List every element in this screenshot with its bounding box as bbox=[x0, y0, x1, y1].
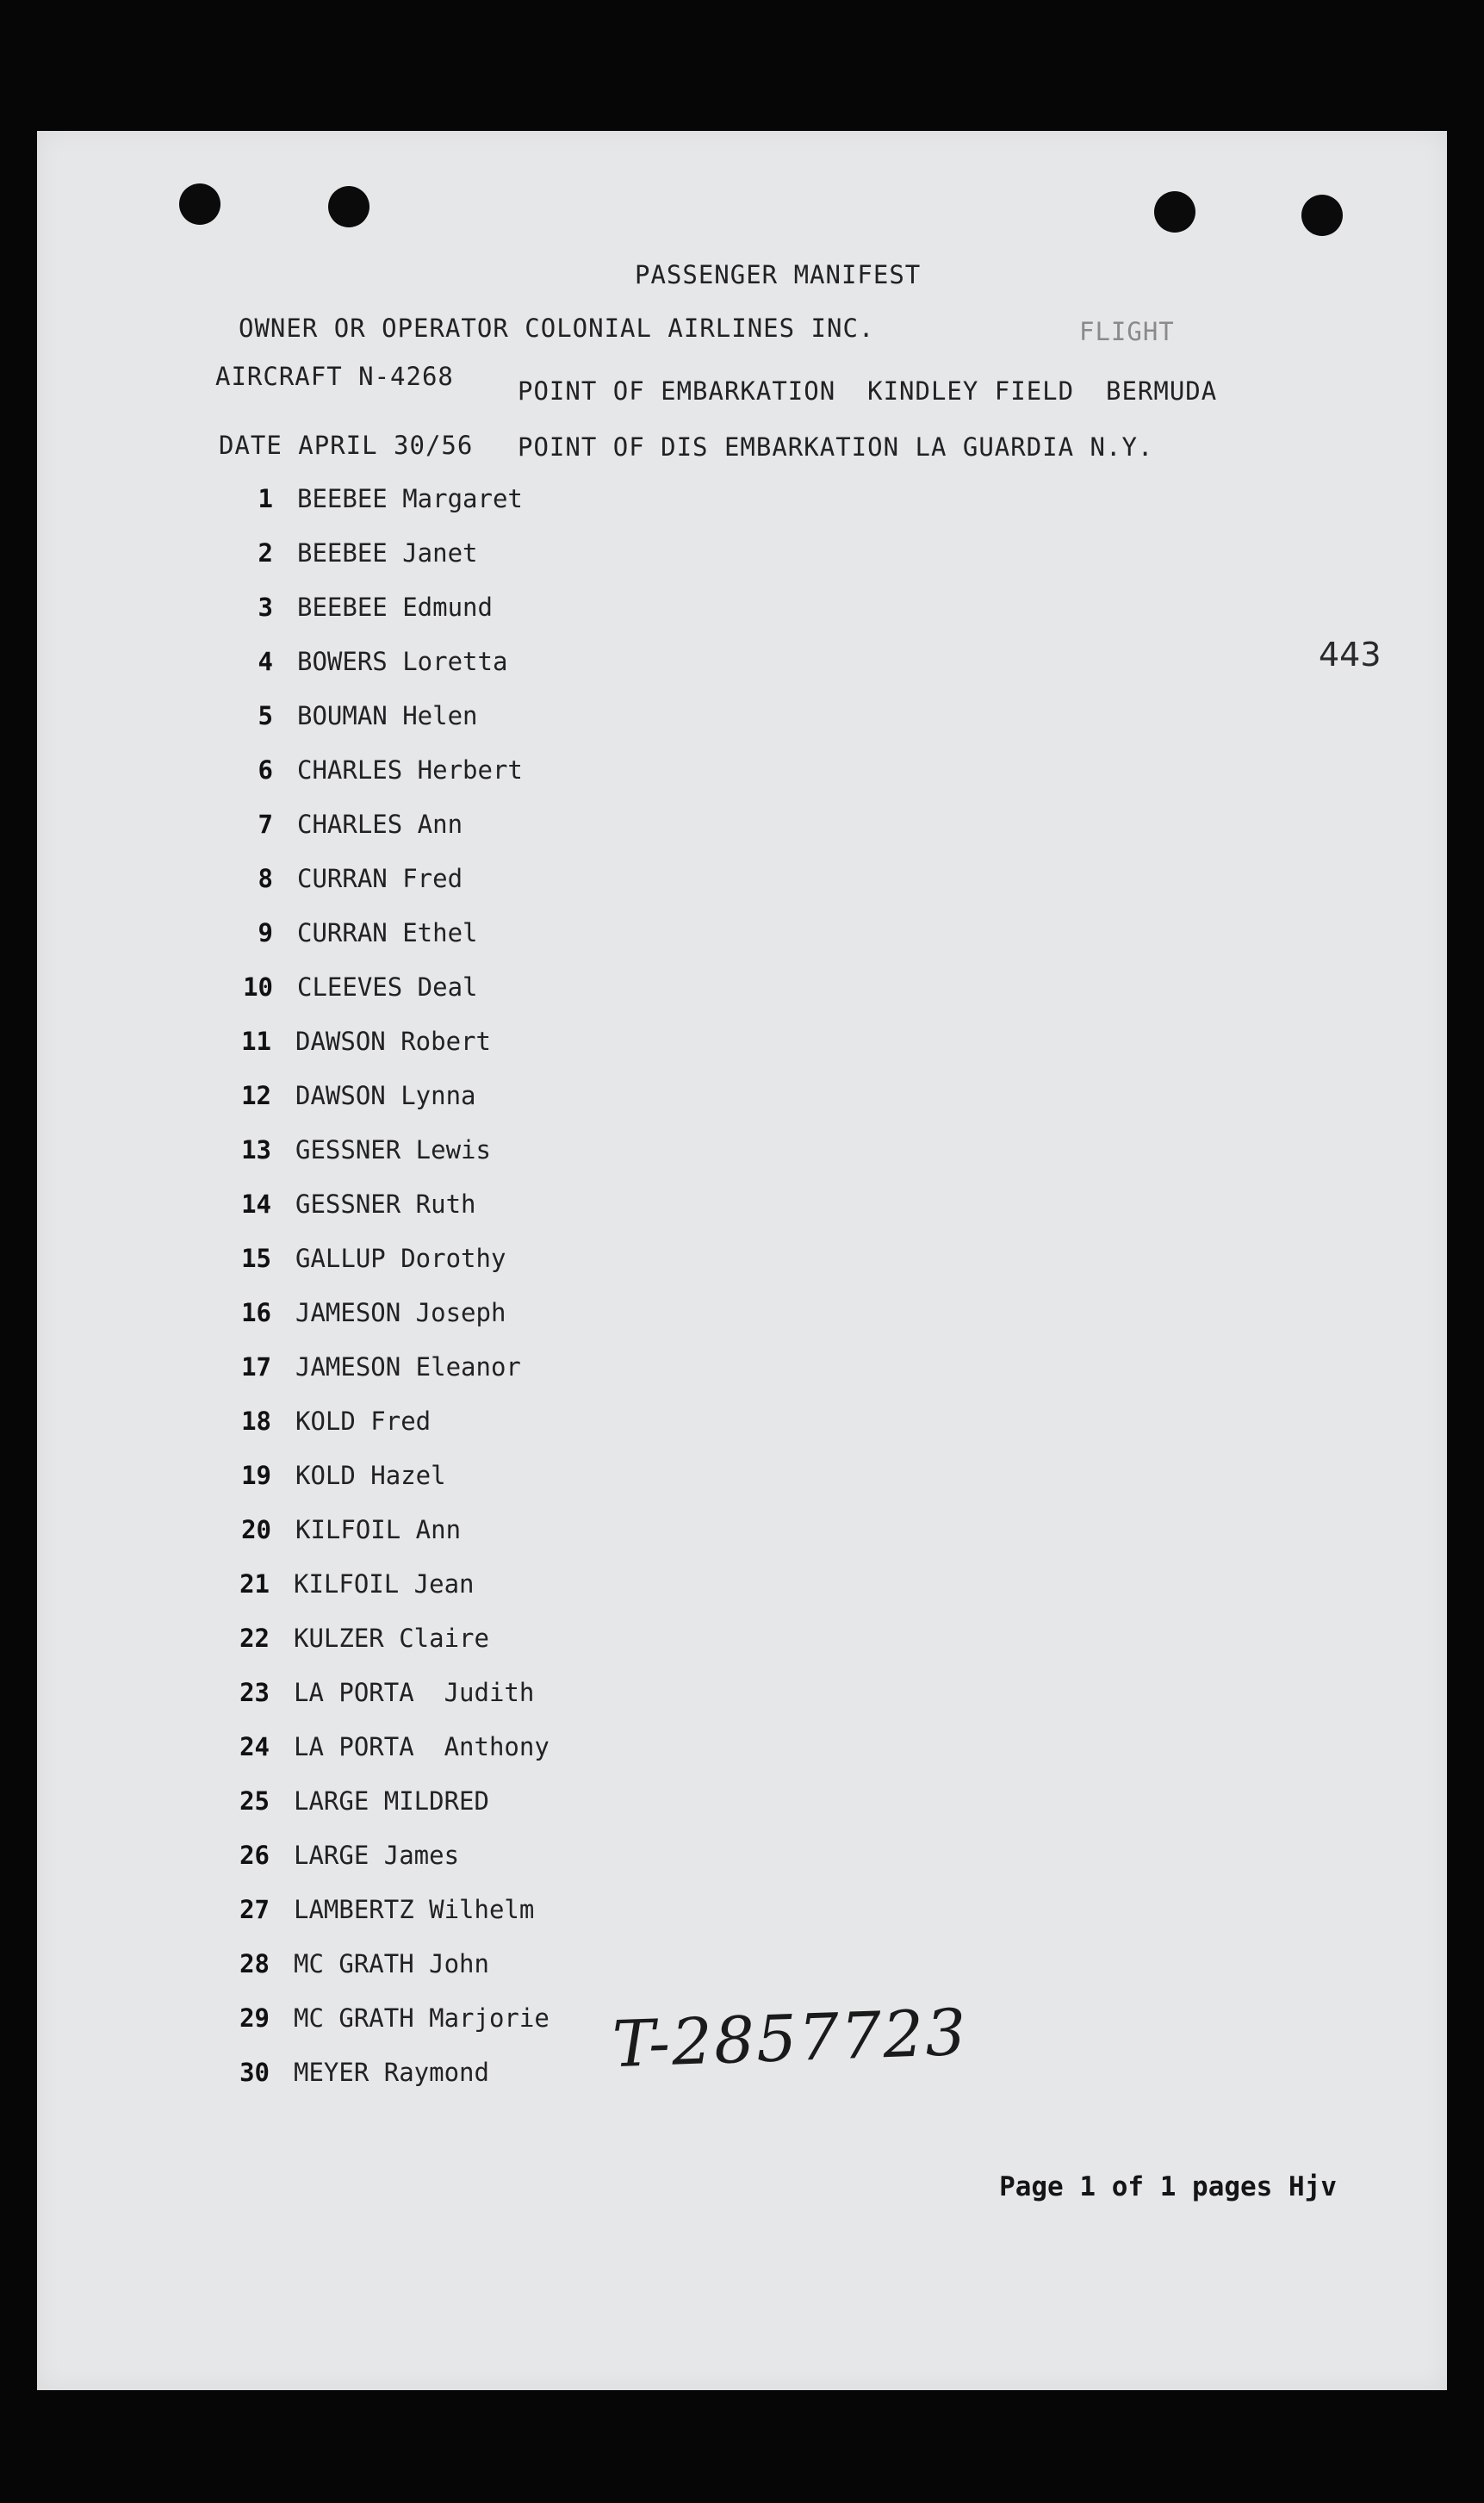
passenger-number: 15 bbox=[241, 1244, 271, 1273]
passenger-number: 28 bbox=[239, 1949, 270, 1978]
passenger-name: GESSNER Ruth bbox=[295, 1189, 476, 1219]
passenger-name: BEEBEE Margaret bbox=[297, 484, 523, 513]
passenger-name: CHARLES Herbert bbox=[297, 755, 523, 785]
list-item bbox=[220, 1515, 461, 1550]
passenger-number: 1 bbox=[258, 484, 273, 513]
passenger-number: 22 bbox=[239, 1624, 270, 1653]
list-item bbox=[218, 2003, 550, 2038]
date-line: DATE APRIL 30/56 bbox=[219, 431, 474, 460]
passenger-name: BOUMAN Helen bbox=[297, 701, 478, 730]
list-item bbox=[221, 972, 478, 1007]
passenger-name: DAWSON Lynna bbox=[295, 1081, 476, 1110]
list-item bbox=[221, 484, 523, 519]
passenger-name: KILFOIL Jean bbox=[294, 1569, 475, 1599]
list-item bbox=[220, 1027, 491, 1061]
passenger-name: CLEEVES Deal bbox=[297, 972, 478, 1002]
passenger-number: 21 bbox=[239, 1569, 270, 1599]
passenger-number: 30 bbox=[239, 2058, 270, 2087]
passenger-name: LAMBERTZ Wilhelm bbox=[294, 1895, 535, 1924]
list-item bbox=[218, 1624, 489, 1658]
manifest-title: PASSENGER MANIFEST bbox=[635, 260, 922, 289]
passenger-number: 3 bbox=[258, 593, 273, 622]
passenger-number: 5 bbox=[258, 701, 273, 730]
passenger-number: 9 bbox=[258, 918, 273, 947]
punch-hole-right-1 bbox=[1154, 191, 1195, 233]
punch-hole-right-2 bbox=[1301, 195, 1343, 236]
aircraft-line: AIRCRAFT N-4268 bbox=[215, 362, 454, 391]
passenger-name: LARGE James bbox=[294, 1841, 460, 1870]
owner-operator-line: OWNER OR OPERATOR COLONIAL AIRLINES INC. bbox=[239, 314, 875, 343]
passenger-number: 25 bbox=[239, 1786, 270, 1816]
passenger-name: LA PORTA Anthony bbox=[294, 1732, 550, 1761]
passenger-name: JAMESON Joseph bbox=[295, 1298, 506, 1327]
passenger-name: LARGE MILDRED bbox=[294, 1786, 489, 1816]
passenger-name: DAWSON Robert bbox=[295, 1027, 491, 1056]
passenger-name: MC GRATH John bbox=[294, 1949, 489, 1978]
passenger-name: CHARLES Ann bbox=[297, 810, 463, 839]
list-item bbox=[220, 1244, 506, 1278]
passenger-number: 24 bbox=[239, 1732, 270, 1761]
passenger-number: 17 bbox=[241, 1352, 271, 1382]
handwritten-reference: T-2857723 bbox=[611, 1995, 969, 2083]
list-item bbox=[220, 1407, 431, 1441]
punch-hole-left-2 bbox=[328, 186, 369, 227]
list-item bbox=[218, 1569, 475, 1604]
list-item bbox=[218, 1895, 534, 1929]
passenger-name: CURRAN Fred bbox=[297, 864, 463, 893]
list-item bbox=[218, 1678, 534, 1712]
list-item bbox=[218, 2058, 489, 2092]
passenger-number: 2 bbox=[258, 538, 273, 568]
list-item bbox=[218, 1841, 459, 1875]
passenger-number: 18 bbox=[241, 1407, 271, 1436]
flight-label: FLIGHT bbox=[1079, 317, 1175, 346]
passenger-number: 14 bbox=[241, 1189, 271, 1219]
punch-hole-left-1 bbox=[179, 183, 220, 225]
passenger-name: GESSNER Lewis bbox=[295, 1135, 491, 1165]
list-item bbox=[218, 1732, 550, 1767]
passenger-name: KOLD Hazel bbox=[295, 1461, 446, 1490]
list-item bbox=[218, 1949, 489, 1984]
passenger-number: 19 bbox=[241, 1461, 271, 1490]
list-item bbox=[220, 1298, 506, 1332]
list-item bbox=[221, 647, 507, 681]
passenger-name: JAMESON Eleanor bbox=[295, 1352, 521, 1382]
list-item bbox=[221, 810, 463, 844]
passenger-name: BEEBEE Edmund bbox=[297, 593, 493, 622]
list-item bbox=[221, 701, 478, 736]
passenger-name: KULZER Claire bbox=[294, 1624, 489, 1653]
list-item bbox=[221, 755, 523, 790]
page-stamp-number: 443 bbox=[1319, 636, 1382, 674]
list-item bbox=[220, 1189, 476, 1224]
passenger-name: KILFOIL Ann bbox=[295, 1515, 462, 1544]
disembarkation-line: POINT OF DIS EMBARKATION LA GUARDIA N.Y. bbox=[518, 432, 1154, 462]
list-item bbox=[220, 1352, 521, 1387]
passenger-number: 23 bbox=[239, 1678, 270, 1707]
passenger-name: KOLD Fred bbox=[295, 1407, 432, 1436]
passenger-number: 6 bbox=[258, 755, 273, 785]
list-item bbox=[221, 593, 493, 627]
passenger-name: BEEBEE Janet bbox=[297, 538, 478, 568]
passenger-number: 26 bbox=[239, 1841, 270, 1870]
list-item bbox=[218, 1786, 489, 1821]
passenger-name: CURRAN Ethel bbox=[297, 918, 478, 947]
embarkation-line: POINT OF EMBARKATION KINDLEY FIELD BERMUDA bbox=[518, 376, 1218, 406]
passenger-name: LA PORTA Judith bbox=[294, 1678, 535, 1707]
passenger-name: MC GRATH Marjorie bbox=[294, 2003, 550, 2033]
passenger-number: 20 bbox=[241, 1515, 271, 1544]
passenger-number: 13 bbox=[241, 1135, 271, 1165]
passenger-number: 8 bbox=[258, 864, 273, 893]
passenger-name: MEYER Raymond bbox=[294, 2058, 489, 2087]
passenger-number: 7 bbox=[258, 810, 273, 839]
list-item bbox=[220, 1135, 491, 1170]
passenger-number: 10 bbox=[243, 972, 273, 1002]
list-item bbox=[220, 1461, 446, 1495]
list-item bbox=[220, 1081, 476, 1115]
passenger-number: 4 bbox=[258, 647, 273, 676]
passenger-number: 27 bbox=[239, 1895, 270, 1924]
list-item bbox=[221, 918, 478, 953]
page-count: Page 1 of 1 pages Hjv bbox=[999, 2171, 1337, 2202]
list-item bbox=[221, 538, 478, 573]
passenger-number: 11 bbox=[241, 1027, 271, 1056]
passenger-number: 16 bbox=[241, 1298, 271, 1327]
passenger-number: 29 bbox=[239, 2003, 270, 2033]
manifest-page bbox=[37, 131, 1447, 2390]
passenger-number: 12 bbox=[241, 1081, 271, 1110]
passenger-name: BOWERS Loretta bbox=[297, 647, 508, 676]
passenger-name: GALLUP Dorothy bbox=[295, 1244, 506, 1273]
list-item bbox=[221, 864, 463, 898]
